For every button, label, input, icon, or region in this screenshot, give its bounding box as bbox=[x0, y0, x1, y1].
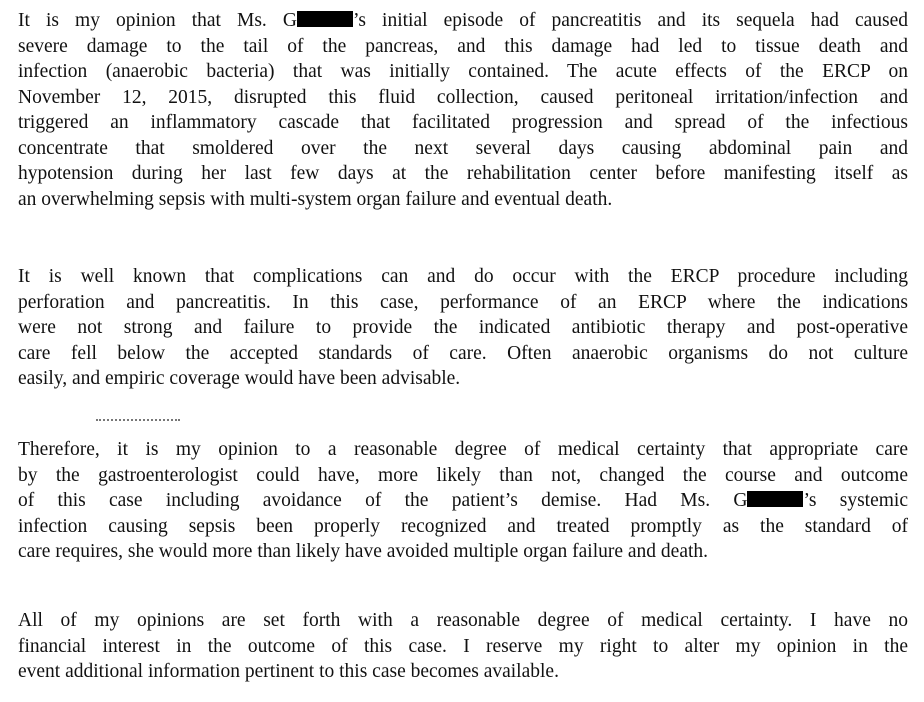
text-line: by the gastroenterologist could have, more likely than not, changed the course and outcome bbox=[18, 464, 908, 486]
text-line: Therefore, it is my opinion to a reasonable degree of medical certainty that appropriate care bbox=[18, 439, 908, 460]
paragraph-conclusion bbox=[18, 437, 908, 565]
text-line: concentrate that smoldered over the next several days causing abdominal pain and bbox=[18, 137, 908, 159]
text-line: infection causing sepsis been properly recognized and treated promptly as the standard of bbox=[18, 515, 908, 537]
text-line: an overwhelming sepsis with multi-system organ failure and eventual death. bbox=[18, 188, 613, 210]
text-line: were not strong and failure to provide the indicated antibiotic therapy and post-operative bbox=[18, 317, 908, 338]
text-line: easily, and empiric coverage would have been advisable. bbox=[18, 368, 461, 389]
text-line: It is well known that complications can and do occur with the ERCP procedure including bbox=[18, 266, 908, 287]
text-line: infection (anaerobic bacteria) that was initially contained. The acute effects of the ERCP on bbox=[18, 61, 908, 82]
redaction-box bbox=[297, 11, 353, 27]
text-line: hypotension during her last few days at the rehabilitation center before manifesting itself as bbox=[18, 163, 908, 184]
text-fragment: ’s systemic bbox=[803, 490, 908, 511]
text-line: perforation and pancreatitis. In this case, performance of an ERCP where the indications bbox=[18, 291, 908, 313]
text-line: event additional information pertinent to this case becomes available. bbox=[18, 661, 559, 682]
paragraph-disclaimer bbox=[18, 608, 908, 685]
text-line: triggered an inflammatory cascade that facilitated progression and spread of the infectious bbox=[18, 112, 908, 133]
redaction-box bbox=[747, 491, 803, 507]
text-line: care fell below the accepted standards of care. Often anaerobic organisms do not culture bbox=[18, 342, 908, 364]
text-line: financial interest in the outcome of this case. I reserve my right to alter my opinion in the bbox=[18, 635, 908, 657]
text-line bbox=[18, 8, 908, 34]
paragraph-opinion-cause bbox=[18, 8, 908, 212]
text-fragment: of this case including avoidance of the patient’s demise. Had Ms. G bbox=[18, 490, 748, 511]
text-line: All of my opinions are set forth with a reasonable degree of medical certainty. I have no bbox=[18, 610, 908, 631]
text-line: care requires, she would more than likely have avoided multiple organ failure and death. bbox=[18, 541, 709, 562]
dotted-mark bbox=[96, 419, 180, 423]
text-fragment: ’s initial episode of pancreatitis and its sequela had caused bbox=[352, 10, 908, 31]
paragraph-complications bbox=[18, 264, 908, 392]
text-line: November 12, 2015, disrupted this fluid collection, caused peritoneal irritation/infection and bbox=[18, 86, 908, 108]
text-line: severe damage to the tail of the pancreas, and this damage had led to tissue death and bbox=[18, 35, 908, 57]
text-fragment: It is my opinion that Ms. G bbox=[18, 10, 297, 31]
text-line bbox=[18, 488, 908, 514]
